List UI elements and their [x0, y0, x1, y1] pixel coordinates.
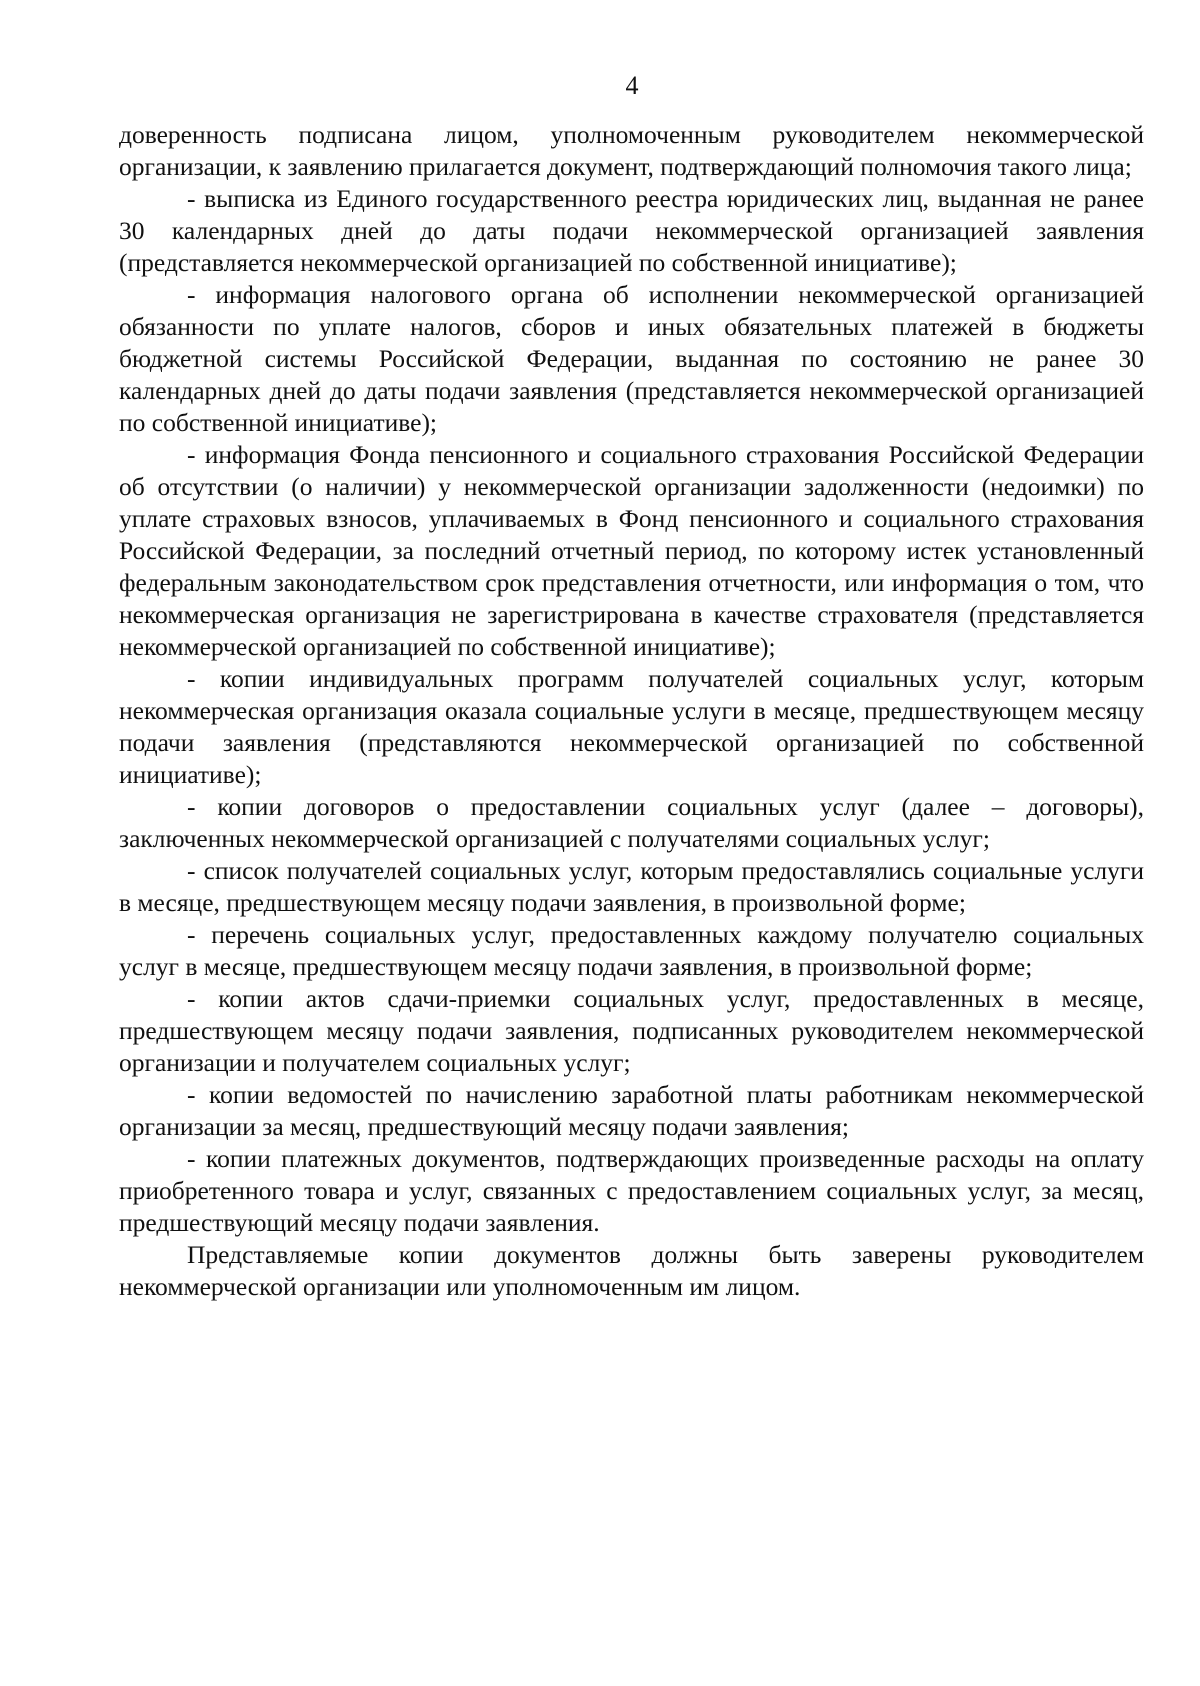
- paragraph-services-list: - перечень социальных услуг, предоставленных каждому получателю социальных услуг в месяце, предшествующем месяцу подачи заявления, в произвольной форме;: [119, 920, 1144, 981]
- page-number: 4: [625, 71, 639, 100]
- paragraph-egrul-extract: - выписка из Единого государственного реестра юридических лиц, выданная не ранее 30 календарных дней до даты подачи некоммерческой организацией заявления (представляется некоммерческой организацией по собственной инициативе);: [119, 184, 1144, 277]
- paragraph-service-contracts: - копии договоров о предоставлении социальных услуг (далее – договоры), заключенных некоммерческой организацией с получателями социальных услуг;: [119, 792, 1144, 853]
- paragraph-individual-programs: - копии индивидуальных программ получателей социальных услуг, которым некоммерческая организация оказала социальные услуги в месяце, предшествующем месяцу подачи заявления (представляются некоммерческой организацией по собственной инициативе);: [119, 664, 1144, 789]
- paragraph-payroll-statements: - копии ведомостей по начислению заработной платы работникам некоммерческой организации за месяц, предшествующий месяцу подачи заявления;: [119, 1080, 1144, 1141]
- paragraph-pension-fund-info: - информация Фонда пенсионного и социального страхования Российской Федерации об отсутствии (о наличии) у некоммерческой организации задолженности (недоимки) по уплате страховых взносов, уплачиваемых в Фонд пенсионного и социального страхования Российской Федерации, за последний отчетный период, по которому истек установленный федеральным законодательством срок представления отчетности, или информация о том, что некоммерческая организация не зарегистрирована в качестве страхователя (представляется некоммерческой организацией по собственной инициативе);: [119, 440, 1144, 661]
- paragraph-acceptance-acts: - копии актов сдачи-приемки социальных услуг, предоставленных в месяце, предшествующем месяцу подачи заявления, подписанных руководителем некоммерческой организации и получателем социальных услуг;: [119, 984, 1144, 1077]
- document-body: [119, 119, 1144, 1303]
- paragraph-payment-documents: - копии платежных документов, подтверждающих произведенные расходы на оплату приобретенного товара и услуг, связанных с предоставлением социальных услуг, за месяц, предшествующий месяцу подачи заявления.: [119, 1144, 1144, 1237]
- paragraph-certification: Представляемые копии документов должны быть заверены руководителем некоммерческой организации или уполномоченным им лицом.: [119, 1240, 1144, 1301]
- paragraph-continuation: доверенность подписана лицом, уполномоченным руководителем некоммерческой организации, к заявлению прилагается документ, подтверждающий полномочия такого лица;: [119, 120, 1144, 181]
- paragraph-recipients-list: - список получателей социальных услуг, которым предоставлялись социальные услуги в месяце, предшествующем месяцу подачи заявления, в произвольной форме;: [119, 856, 1144, 917]
- paragraph-tax-authority-info: - информация налогового органа об исполнении некоммерческой организацией обязанности по уплате налогов, сборов и иных обязательных платежей в бюджеты бюджетной системы Российской Федерации, выданная по состоянию не ранее 30 календарных дней до даты подачи заявления (представляется некоммерческой организацией по собственной инициативе);: [119, 280, 1144, 437]
